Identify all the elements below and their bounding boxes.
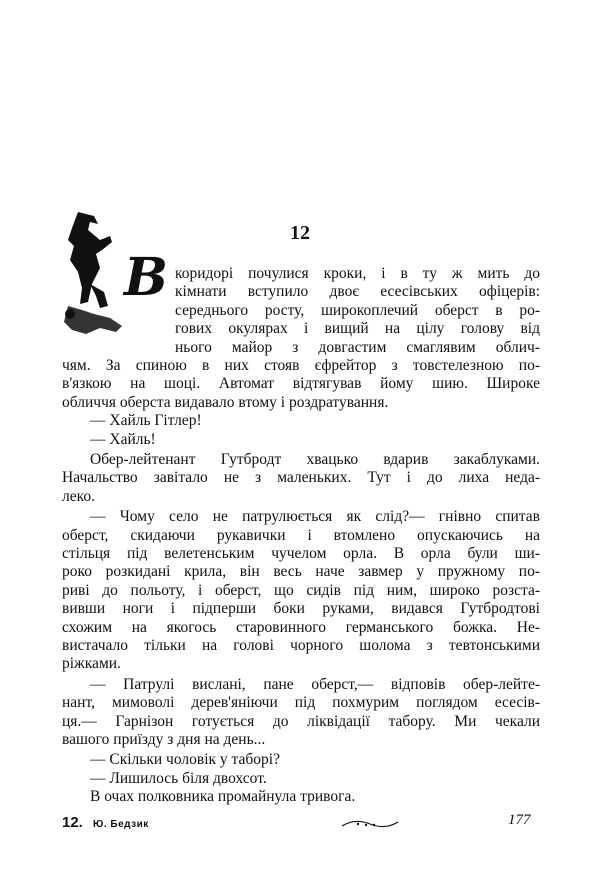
- text-line: обличчя оберста видавало втому і роздратування.: [62, 393, 389, 411]
- text-line: кімнати вступило двоє есесівських офіцерів:: [175, 283, 540, 301]
- text-line: риві до польоту, і оберст, що сидів під ним, широко розста-: [62, 581, 540, 599]
- text-line: Обер-лейтенант Гутбродт хвацько вдарив закаблуками.: [90, 451, 540, 468]
- signature-number: 12.: [62, 814, 83, 831]
- text-line: нього майор з довгастим смаглявим облич-: [175, 338, 540, 356]
- text-line: — Чому село не патрулюється як слід?— гнівно спитав: [90, 508, 540, 526]
- text-line: стільця під велетенським чучелом орла. В орла були ши-: [62, 545, 540, 562]
- text-line: вивши ноги і підперши боки руками, видався Гутбродтові: [62, 600, 540, 618]
- text-line: схожим на якогось старовинного германського божка. Не-: [62, 618, 540, 636]
- text-line: середнього росту, широкоплечий оберст в ро-: [175, 301, 540, 319]
- text-line: роко розкидані крила, він весь наче завмер у пружному по-: [62, 563, 540, 581]
- text-line: оберст, скидаючи рукавички і втомлено опускаючись на: [62, 526, 540, 544]
- soldier-illustration: [60, 210, 130, 338]
- text-line: — Скільки чоловік у таборі?: [90, 751, 280, 769]
- text-line: ріжками.: [62, 655, 121, 673]
- text-line: — Хайль Гітлер!: [90, 412, 202, 430]
- text-line: гових окулярах і вищий на цілу голову від: [175, 320, 540, 338]
- text-line: — Лишилось біля двохсот.: [90, 769, 267, 787]
- drop-cap: В: [124, 247, 168, 308]
- footer-author: Ю. Бедзик: [93, 819, 149, 830]
- text-line: В очах полковника промайнула тривога.: [90, 788, 356, 806]
- chapter-number: 12: [290, 222, 310, 244]
- text-line: вашого приїзду з дня на день...: [62, 731, 266, 748]
- text-line: — Патрулі вислані, пане оберст,— відповів обер-лейте-: [90, 675, 540, 693]
- text-line: нант, мимоволі дерев'яніючи під похмурим поглядом есесів-: [62, 694, 540, 712]
- text-line: — Хайль!: [90, 430, 156, 448]
- footer-signature: [62, 814, 149, 831]
- text-line: коридорі почулися кроки, і в ту ж мить до: [175, 265, 540, 282]
- ornament-icon: [340, 816, 400, 830]
- text-line: Начальство завітало не з маленьких. Тут і до лиха неда-: [62, 469, 540, 487]
- text-line: в'язкою на шоці. Автомат відтягував йому шию. Широке: [62, 375, 540, 393]
- text-line: леко.: [62, 487, 95, 505]
- page-number: 177: [508, 812, 531, 828]
- text-line: вистачало тільки на голові чорного шолома з тевтонськими: [62, 637, 540, 654]
- text-line: чям. За спиною в них стояв єфрейтор з товстелезною по-: [62, 357, 540, 374]
- text-line: ця.— Гарнізон готується до ліквідації табору. Ми чекали: [62, 712, 540, 730]
